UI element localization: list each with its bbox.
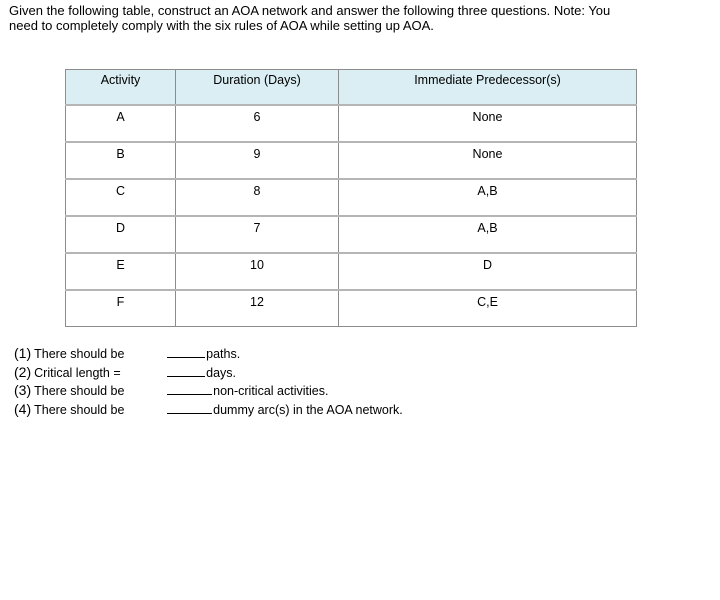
cell-predecessors: D — [339, 253, 637, 290]
question-prefix: There should be — [34, 384, 125, 398]
question-number: (2) — [14, 363, 32, 380]
answer-blank-paths[interactable] — [167, 345, 205, 358]
question-4 — [14, 401, 403, 420]
cell-duration: 12 — [176, 290, 339, 327]
instructions-line-2: need to completely comply with the six rules of AOA while setting up AOA. — [9, 18, 434, 33]
question-number: (3) — [14, 382, 32, 398]
question-suffix: dummy arc(s) in the AOA network. — [213, 402, 403, 417]
cell-duration: 7 — [176, 216, 339, 253]
cell-activity: C — [66, 179, 176, 216]
table-row — [66, 179, 637, 216]
header-activity: Activity — [66, 70, 176, 105]
instructions — [9, 3, 709, 33]
question-number: (1) — [14, 345, 32, 361]
question-prefix: There should be — [34, 347, 125, 361]
table-header-row — [66, 70, 637, 105]
question-suffix: paths. — [206, 347, 241, 361]
question-suffix: days. — [206, 365, 237, 380]
table-row — [66, 142, 637, 179]
cell-predecessors: None — [339, 105, 637, 142]
cell-duration: 9 — [176, 142, 339, 179]
table-row — [66, 290, 637, 327]
header-duration: Duration (Days) — [176, 70, 339, 105]
question-3 — [14, 382, 403, 401]
cell-predecessors: A,B — [339, 216, 637, 253]
cell-predecessors: C,E — [339, 290, 637, 327]
activity-table — [65, 69, 637, 327]
table-row — [66, 253, 637, 290]
cell-activity: D — [66, 216, 176, 253]
answer-blank-critical-length[interactable] — [167, 364, 205, 377]
question-number: (4) — [14, 400, 32, 417]
question-suffix: non-critical activities. — [213, 384, 329, 398]
cell-duration: 8 — [176, 179, 339, 216]
question-1 — [14, 345, 403, 364]
cell-activity: B — [66, 142, 176, 179]
cell-activity: A — [66, 105, 176, 142]
answer-blank-non-critical[interactable] — [167, 382, 212, 395]
cell-predecessors: None — [339, 142, 637, 179]
instructions-line-1: Given the following table, construct an AOA network and answer the following three questions. Note: You — [9, 3, 611, 18]
question-prefix: There should be — [34, 402, 125, 417]
question-2 — [14, 364, 403, 383]
cell-duration: 6 — [176, 105, 339, 142]
cell-activity: F — [66, 290, 176, 327]
answer-blank-dummy-arcs[interactable] — [167, 401, 212, 414]
table-row — [66, 216, 637, 253]
question-prefix: Critical length = — [34, 365, 121, 380]
cell-duration: 10 — [176, 253, 339, 290]
table-row — [66, 105, 637, 142]
question-list — [14, 345, 403, 419]
cell-activity: E — [66, 253, 176, 290]
cell-predecessors: A,B — [339, 179, 637, 216]
header-predecessors: Immediate Predecessor(s) — [339, 70, 637, 105]
